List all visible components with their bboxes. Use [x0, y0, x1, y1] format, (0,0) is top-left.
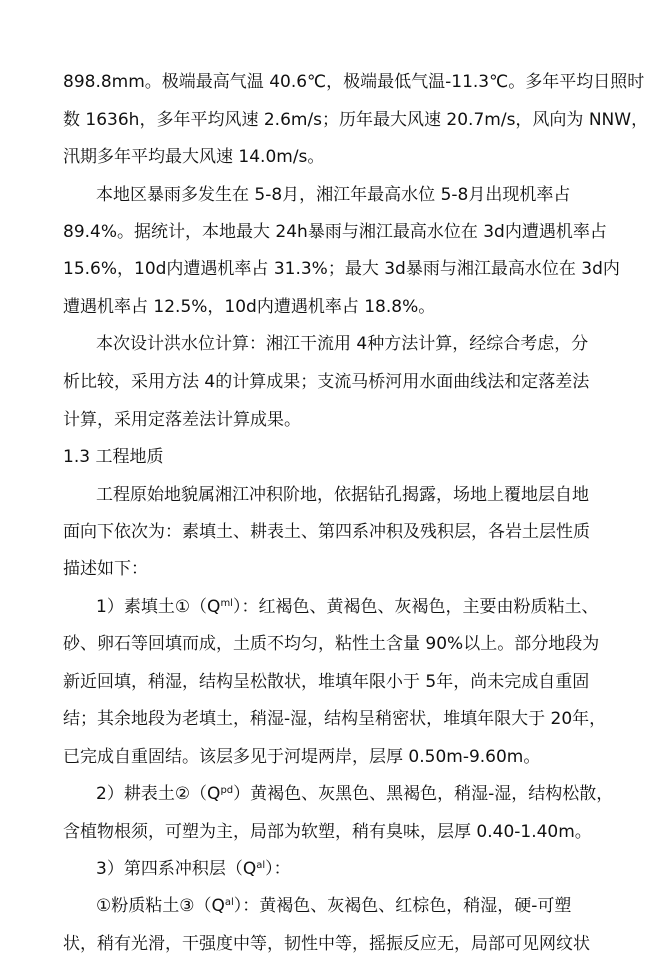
text-line-7: 遭遇机率占 12.5%，10d内遭遇机率占 18.8%。: [63, 297, 436, 317]
section-heading: 1.3 工程地质: [63, 447, 164, 467]
text-line-24: 状，稍有光滑，干强度中等，韧性中等，摇振反应无，局部可见网纹状: [63, 934, 590, 954]
geologic-superscript: al: [256, 860, 266, 871]
text-segment: ）：: [265, 859, 291, 879]
geologic-superscript: al: [224, 897, 234, 908]
text-line-17: 新近回填，稍湿，结构呈松散状，堆填年限小于 5年，尚未完成自重固: [63, 672, 590, 692]
text-line-10: 计算，采用定落差法计算成果。: [63, 410, 301, 430]
geologic-superscript: pd: [220, 785, 234, 796]
text-line-16: 砂、卵石等回填而成，土质不均匀，粘性土含量 90%以上。部分地段为: [63, 634, 600, 654]
text-line-8: 本次设计洪水位计算：湘江干流用 4种方法计算，经综合考虑，分: [96, 334, 589, 354]
text-line-2: 数 1636h，多年平均风速 2.6m/s；历年最大风速 20.7m/s，风向为 NNW，: [63, 110, 649, 130]
text-line-1: 898.8mm。极端最高气温 40.6℃，极端最低气温-11.3℃。多年平均日照时: [63, 72, 645, 92]
text-line-13: 面向下依次为：素填土、耕表土、第四系冲积及残积层，各岩土层性质: [63, 522, 590, 542]
text-line-21: 含植物根须，可塑为主，局部为软塑，稍有臭味，层厚 0.40-1.40m。: [63, 822, 592, 842]
text-line-22: [96, 859, 291, 879]
text-line-15: [96, 597, 598, 617]
text-line-9: 析比较，采用方法 4的计算成果；支流马桥河用水面曲线法和定落差法: [63, 372, 590, 392]
text-line-5: 89.4%。据统计，本地最大 24h暴雨与湘江最高水位在 3d内遭遇机率占: [63, 222, 607, 242]
text-segment: ）黄褐色、灰黑色、黑褐色，稍湿-湿，结构松散，: [233, 784, 614, 804]
text-line-12: 工程原始地貌属湘江冲积阶地，依据钻孔揭露，场地上覆地层自地: [96, 485, 589, 505]
geologic-superscript: ml: [220, 598, 233, 609]
text-segment: ①粉质粘土③（Q: [96, 896, 225, 916]
text-segment: ）：黄褐色、灰褐色、红棕色，稍湿，硬-可塑: [233, 896, 572, 916]
text-line-18: 结；其余地段为老填土，稍湿-湿，结构呈稍密状，堆填年限大于 20年，: [63, 709, 607, 729]
text-line-3: 汛期多年平均最大风速 14.0m/s。: [63, 147, 325, 167]
text-line-19: 已完成自重固结。该层多见于河堤两岸，层厚 0.50m-9.60m。: [63, 747, 541, 767]
text-line-14: 描述如下：: [63, 559, 148, 579]
text-segment: 1）素填土①（Q: [96, 597, 221, 617]
text-segment: 3）第四系冲积层（Q: [96, 859, 257, 879]
text-segment: ）：红褐色、黄褐色、灰褐色，主要由粉质粘土、: [232, 597, 599, 617]
text-line-4: 本地区暴雨多发生在 5-8月，湘江年最高水位 5-8月出现机率占: [96, 185, 571, 205]
text-line-6: 15.6%，10d内遭遇机率占 31.3%；最大 3d暴雨与湘江最高水位在 3d内: [63, 259, 620, 279]
text-segment: 2）耕表土②（Q: [96, 784, 221, 804]
text-line-20: [96, 784, 613, 804]
text-line-23: [96, 896, 571, 916]
